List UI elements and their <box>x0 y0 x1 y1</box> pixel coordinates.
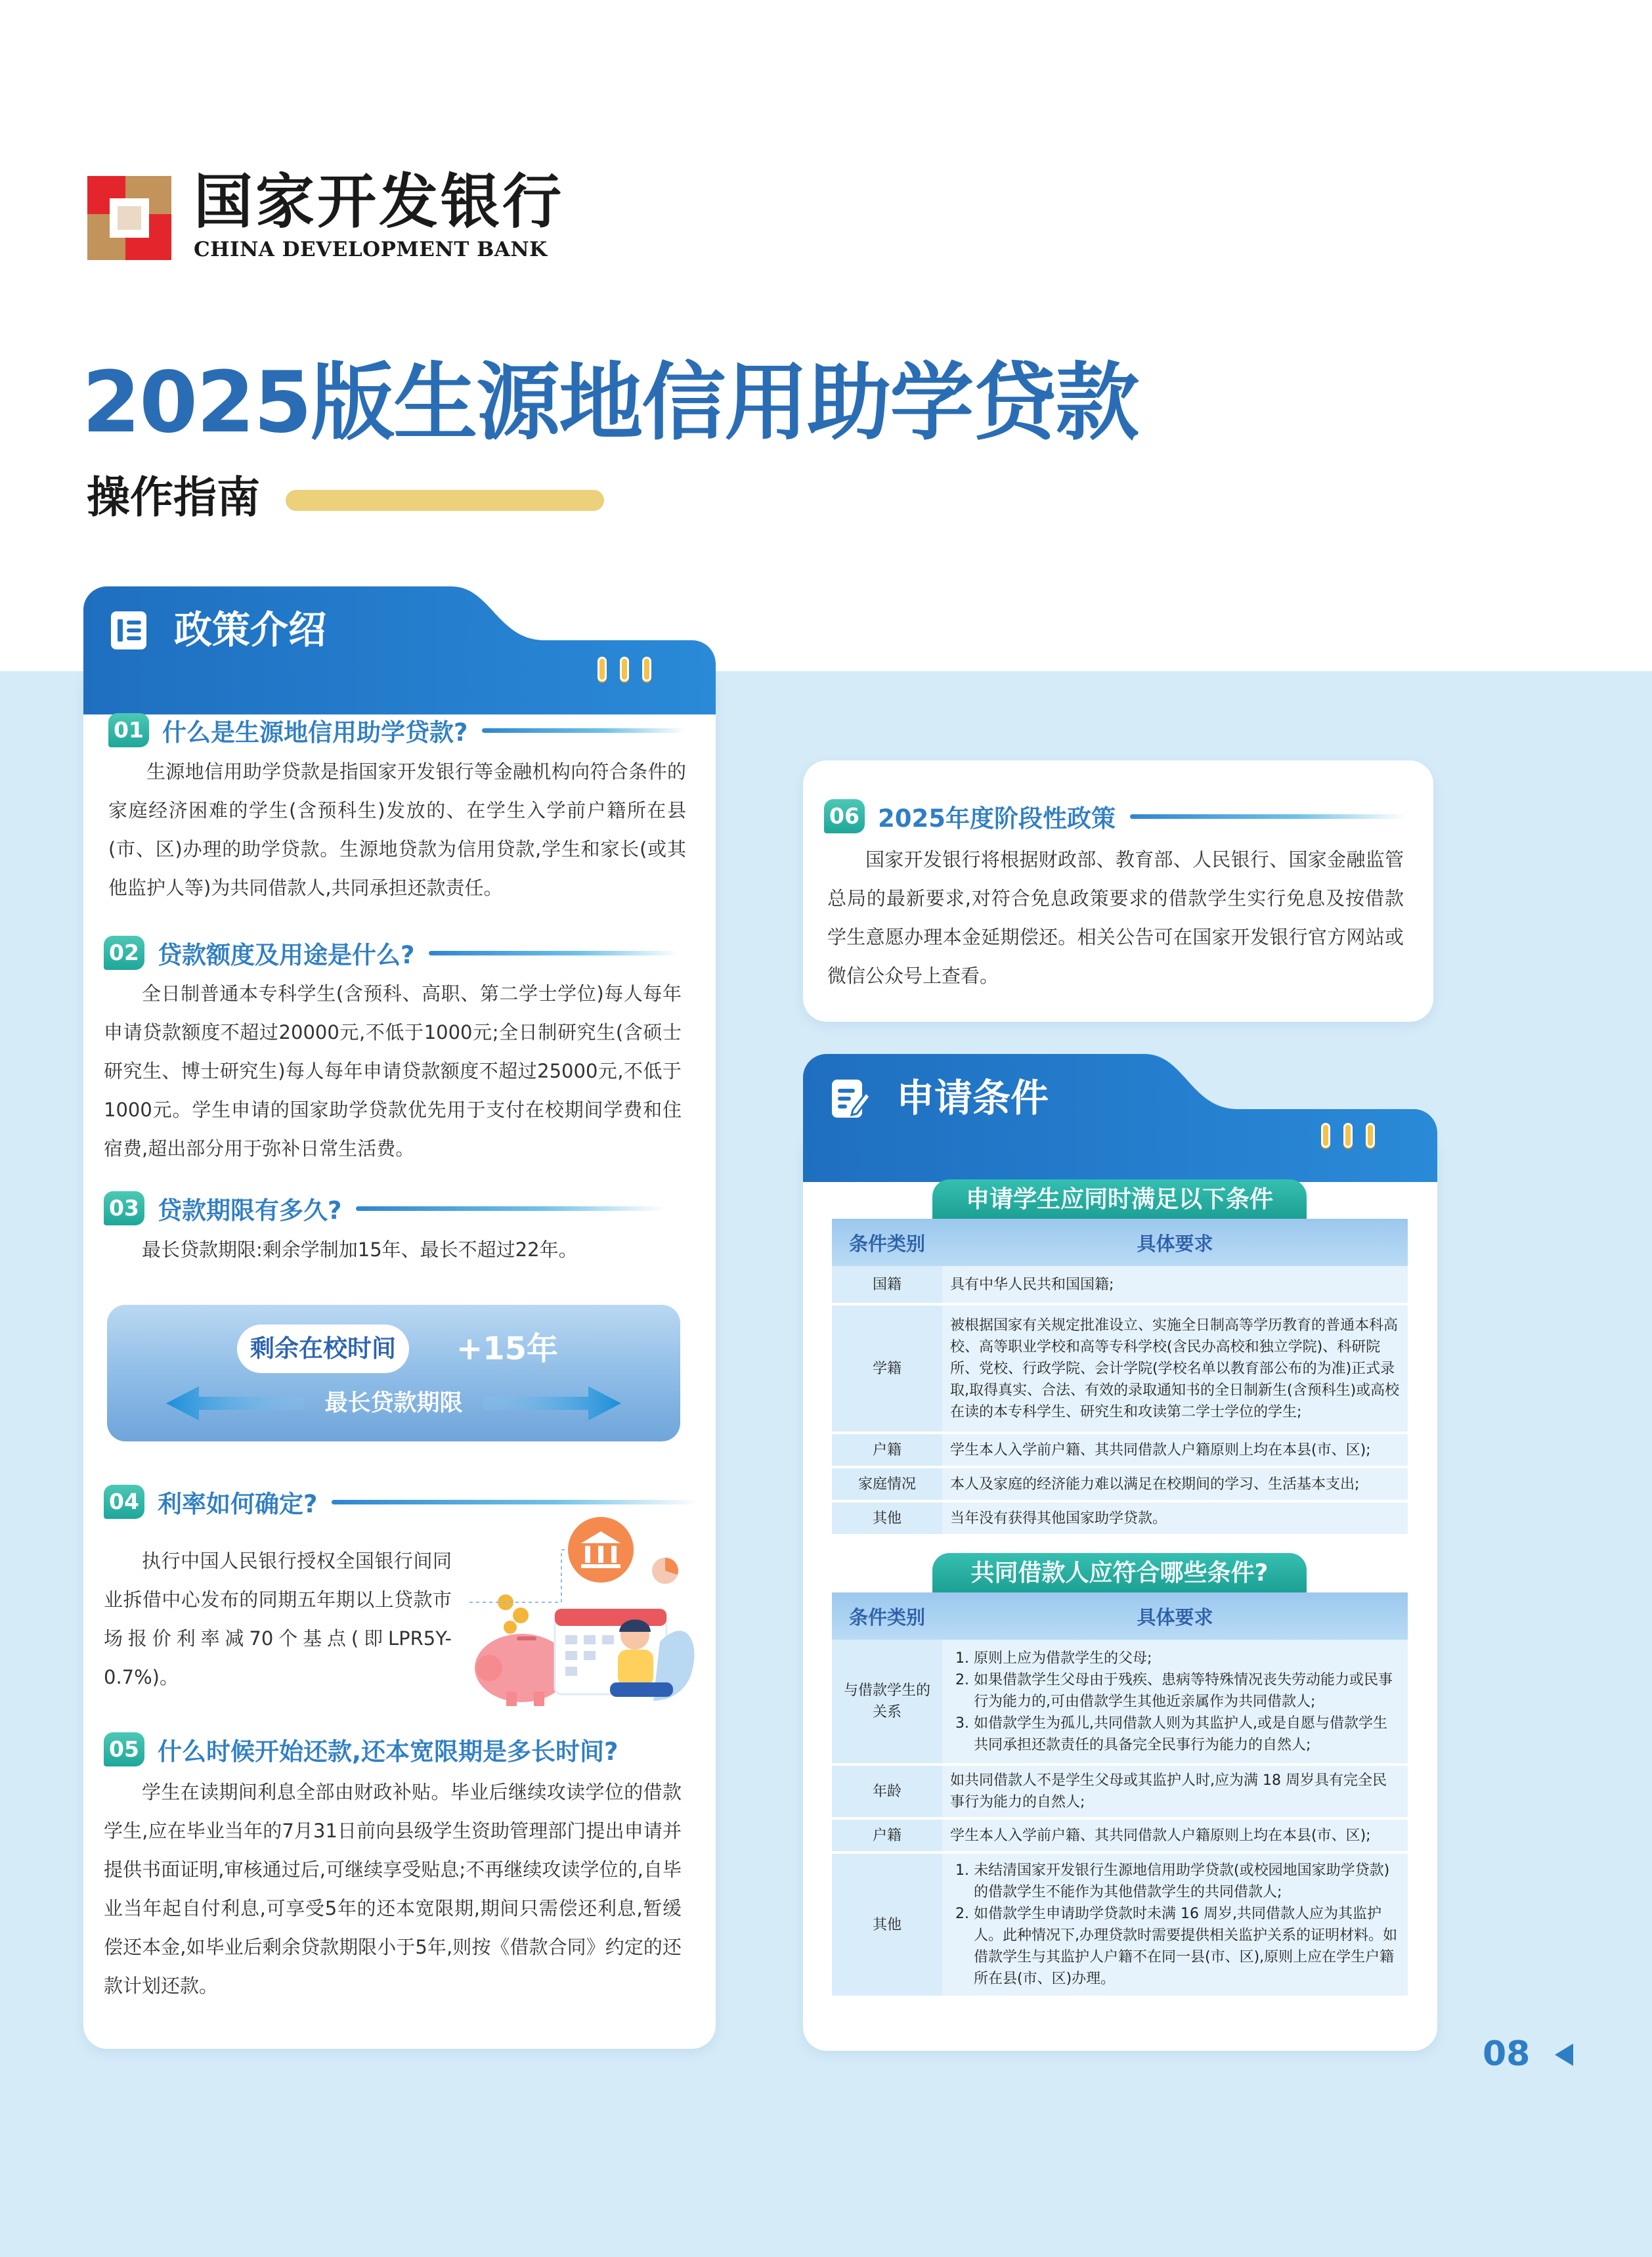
section-header-05 <box>104 1732 619 1767</box>
conditions-card-heading: 申请条件 <box>896 1076 1049 1120</box>
condition-requirement: 具有中华人民共和国国籍; <box>942 1266 1408 1304</box>
student-conditions-table <box>832 1219 1408 1537</box>
table-row <box>832 1501 1408 1535</box>
section-title: 什么是生源地信用助学贷款? <box>162 718 468 747</box>
pie-chart-icon <box>652 1558 678 1584</box>
section-title: 贷款额度及用途是什么? <box>158 941 415 969</box>
table-row <box>832 1640 1408 1764</box>
finance-illustration <box>463 1510 712 1707</box>
section-body-05: 学生在读期间利息全部由财政补贴。毕业后继续攻读学位的借款学生,应在毕业当年的7月31日前向县级学生资助管理部门提出申请并提供书面证明,审核通过后,可继续享受贴息;不再继续攻读学位的,自毕业当年起自付利息,可享受5年的还本宽限期,期间只需偿还利息,暂缓偿还本金,如毕业后剩余贷款期限小于5年,则按《借款合同》约定的还款计划还款。 <box>104 1781 682 1997</box>
section-title: 2025年度阶段性政策 <box>878 804 1116 833</box>
section-number: 02 <box>104 936 144 970</box>
table-header-row <box>832 1219 1408 1266</box>
brand-name-cn: 国家开发银行 <box>194 167 564 236</box>
table-row <box>832 1852 1408 1997</box>
section-number: 05 <box>104 1732 144 1766</box>
policy-card-heading: 政策介绍 <box>174 607 327 652</box>
coborrower-conditions-table <box>832 1592 1408 1998</box>
condition-requirement: 学生本人入学前户籍、其共同借款人户籍原则上均在本县(市、区); <box>942 1818 1408 1852</box>
section-number: 04 <box>104 1485 144 1519</box>
list-item: 1. 未结清国家开发银行生源地信用助学贷款(或校园地国家助学贷款)的借款学生不能作为其他借款学生的共同借款人; <box>974 1860 1400 1903</box>
bank-icon <box>568 1517 634 1583</box>
list-item: 2. 如借款学生申请助学贷款时未满 16 周岁,共同借款人应为其监护人。此种情况下,办理贷款时需要提供相关监护关系的证明材料。如借款学生与其监护人户籍不在同一县(市、区),原则上应在学生户籍所在县(市、区)办理。 <box>974 1903 1400 1990</box>
brand-name-en: CHINA DEVELOPMENT BANK <box>194 238 548 261</box>
coborrower-conditions-ribbon: 共同借款人应符合哪些条件? <box>932 1553 1307 1594</box>
coins-icon <box>498 1594 529 1634</box>
section-number: 01 <box>108 713 149 747</box>
condition-category: 国籍 <box>832 1266 942 1304</box>
section-divider <box>332 1500 699 1504</box>
max-period-label: 最长贷款期限 <box>324 1390 463 1416</box>
double-arrow-icon <box>107 1305 680 1441</box>
phase-policy-body: 国家开发银行将根据财政部、教育部、人民银行、国家金融监管总局的最新要求,对符合免息政策要求的借款学生实行免息及按借款学生意愿办理本金延期偿还。相关公告可在国家开发银行官方网站或微信公众号上查看。 <box>827 848 1404 987</box>
section-title: 贷款期限有多久? <box>158 1196 342 1225</box>
section-body-02: 全日制普通本专科学生(含预科、高职、第二学士学位)每人每年申请贷款额度不超过20000元,不低于1000元;全日制研究生(含硕士研究生、博士研究生)每人每年申请贷款额度不超过25000元,不低于1000元。学生申请的国家助学贷款优先用于支付在校期间学费和住宿费,超出部分用于弥补日常生活费。 <box>104 982 682 1160</box>
section-divider <box>482 728 685 733</box>
column-header: 具体要求 <box>942 1219 1408 1266</box>
section-body-03: 最长贷款期限:剩余学制加15年、最长不超过22年。 <box>142 1238 578 1261</box>
table-header-row <box>832 1592 1408 1640</box>
condition-category: 与借款学生的关系 <box>832 1640 942 1764</box>
table-row <box>832 1818 1408 1852</box>
section-number: 03 <box>104 1191 144 1225</box>
binder-rings <box>598 657 651 682</box>
column-header: 条件类别 <box>832 1592 942 1640</box>
condition-category: 家庭情况 <box>832 1467 942 1501</box>
section-header-02 <box>104 935 678 971</box>
table-row <box>832 1304 1408 1433</box>
section-divider <box>356 1206 664 1211</box>
table-row <box>832 1266 1408 1304</box>
section-title: 利率如何确定? <box>158 1490 318 1518</box>
form-pen-icon <box>829 1077 871 1120</box>
remaining-time-pill: 剩余在校时间 <box>237 1325 409 1373</box>
column-header: 条件类别 <box>832 1219 942 1266</box>
section-header-06 <box>824 799 1406 834</box>
condition-category: 其他 <box>832 1501 942 1535</box>
table-row <box>832 1433 1408 1467</box>
triangle-left-icon <box>1555 2044 1573 2066</box>
section-header-01 <box>108 712 685 748</box>
condition-requirement: 如共同借款人不是学生父母或其监护人时,应为满 18 周岁具有完全民事行为能力的自然人; <box>942 1764 1408 1818</box>
section-header-03 <box>104 1191 664 1226</box>
page-number: 08 <box>1483 2034 1531 2074</box>
section-body-04: 执行中国人民银行授权全国银行间同业拆借中心发布的同期五年期以上贷款市场报价利率减70个基点(即LPR5Y-0.7%)。 <box>104 1550 452 1688</box>
condition-requirement <box>942 1852 1408 1997</box>
condition-category: 其他 <box>832 1852 942 1997</box>
subtitle-accent-bar <box>286 490 604 511</box>
condition-category: 学籍 <box>832 1304 942 1433</box>
page-title: 2025版生源地信用助学贷款 <box>82 354 1139 452</box>
list-item: 3. 如借款学生为孤儿,共同借款人则为其监护人,或是自愿与借款学生共同承担还款责任的具备完全民事行为能力的自然人; <box>974 1713 1400 1756</box>
list-item: 1. 原则上应为借款学生的父母; <box>974 1648 1400 1669</box>
condition-category: 户籍 <box>832 1818 942 1852</box>
list-item: 2. 如果借款学生父母由于残疾、患病等特殊情况丧失劳动能力或民事行为能力的,可由借款学生其他近亲属作为共同借款人; <box>974 1669 1400 1713</box>
condition-requirement: 学生本人入学前户籍、其共同借款人户籍原则上均在本县(市、区); <box>942 1433 1408 1467</box>
condition-category: 年龄 <box>832 1764 942 1818</box>
table-row <box>832 1467 1408 1501</box>
student-conditions-ribbon: 申请学生应同时满足以下条件 <box>932 1179 1307 1220</box>
document-icon <box>108 609 149 652</box>
section-title: 什么时候开始还款,还本宽限期是多长时间? <box>158 1738 619 1766</box>
page-subtitle: 操作指南 <box>87 472 260 523</box>
cdb-logo-icon <box>87 176 171 260</box>
table-row <box>832 1764 1408 1818</box>
condition-requirement: 当年没有获得其他国家助学贷款。 <box>942 1501 1408 1535</box>
condition-requirement: 本人及家庭的经济能力难以满足在校期间的学习、生活基本支出; <box>942 1467 1408 1501</box>
condition-requirement: 被根据国家有关规定批准设立、实施全日制高等学历教育的普通本科高校、高等职业学校和高等专科学校(含民办高校和独立学院)、科研院所、党校、行政学院、会计学院(学校名单以教育部公布的为准)正式录取,取得真实、合法、有效的录取通知书的全日制新生(含预科生)或高校在读的本专科学生、研究生和攻读第二学士学位的学生; <box>942 1304 1408 1433</box>
plus-years-label: +15年 <box>456 1330 559 1367</box>
column-header: 具体要求 <box>942 1592 1408 1640</box>
brand-wordmark <box>194 167 564 261</box>
section-number: 06 <box>824 799 865 833</box>
condition-category: 户籍 <box>832 1433 942 1467</box>
section-divider <box>429 951 678 955</box>
section-divider <box>1130 814 1406 819</box>
binder-rings <box>1321 1123 1375 1148</box>
section-body-01: 生源地信用助学贷款是指国家开发银行等金融机构向符合条件的家庭经济困难的学生(含预科生)发放的、在学生入学前户籍所在县(市、区)办理的助学贷款。生源地贷款为信用贷款,学生和家长(或其他监护人等)为共同借款人,共同承担还款责任。 <box>108 760 686 899</box>
condition-requirement <box>942 1640 1408 1764</box>
loan-period-graphic <box>107 1305 680 1441</box>
